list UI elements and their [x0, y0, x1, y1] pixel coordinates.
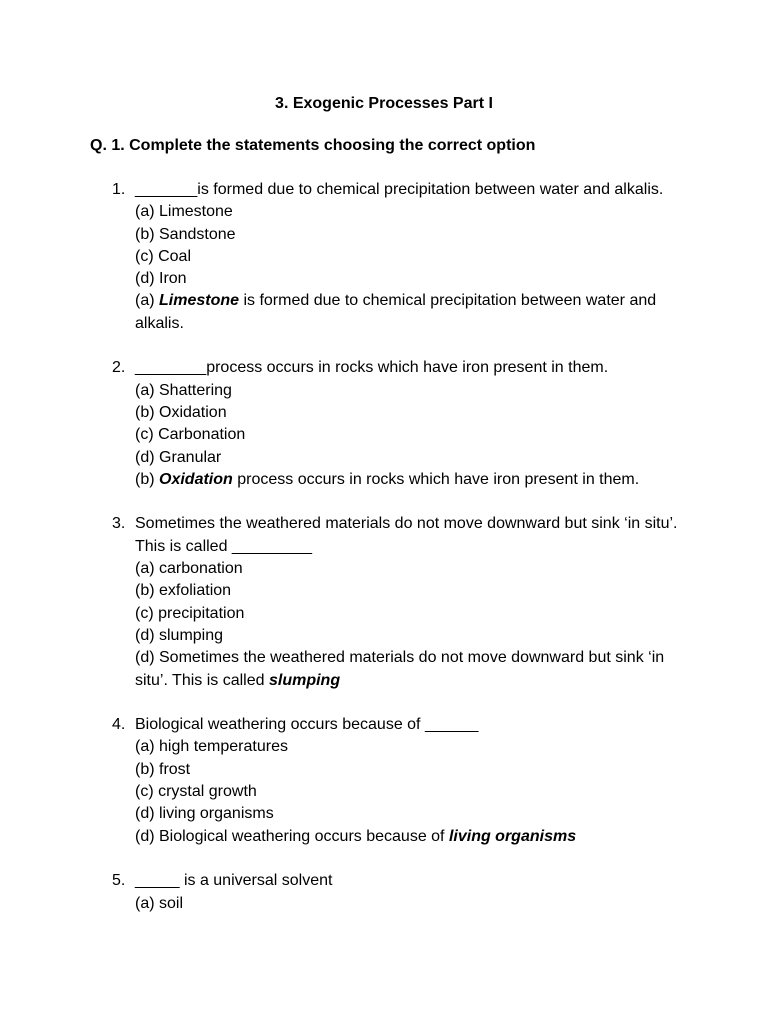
question-number: 4.: [112, 716, 126, 734]
option-text: (b) exfoliation: [135, 582, 232, 600]
answer-suffix: process occurs in rocks which have iron present in them.: [232, 470, 640, 488]
answer-prefix: (d) Sometimes the weathered materials do not move downward but sink ‘in situ’. This is called: [135, 649, 665, 689]
option-text: (d) Iron: [135, 270, 187, 288]
question-text: _____ is a universal solvent: [135, 872, 333, 890]
question-text: Biological weathering occurs because of ______: [135, 716, 479, 734]
question-number: 3.: [112, 515, 126, 533]
answer-text: [135, 290, 688, 335]
question-item: [0, 714, 768, 848]
answer-prefix: (a): [135, 292, 159, 310]
question-text: Sometimes the weathered materials do not move downward but sink ‘in situ’. This is called _________: [135, 515, 678, 555]
answer-keyword: Limestone: [159, 292, 240, 310]
option-text: (b) Oxidation: [135, 403, 227, 421]
question-item: [0, 179, 768, 335]
answer-text: [135, 469, 688, 491]
question-item: [0, 357, 768, 491]
option-text: (d) Granular: [135, 448, 222, 466]
answer-keyword: slumping: [268, 671, 341, 689]
option-text: (c) crystal growth: [135, 783, 257, 801]
answer-keyword: Oxidation: [159, 470, 233, 488]
option-text: (d) living organisms: [135, 805, 274, 823]
option-text: (c) precipitation: [135, 604, 245, 622]
option-text: (a) high temperatures: [135, 738, 288, 756]
answer-keyword: living organisms: [448, 827, 577, 845]
answer-text: [135, 826, 688, 848]
option-text: (c) Carbonation: [135, 426, 246, 444]
section-heading: Q. 1. Complete the statements choosing the correct option: [90, 137, 536, 154]
option-text: (a) carbonation: [135, 560, 243, 578]
option-text: (d) slumping: [135, 626, 224, 644]
question-text: ________process occurs in rocks which have iron present in them.: [135, 359, 609, 377]
option-text: (a) Shattering: [135, 381, 232, 399]
answer-text: [135, 647, 688, 692]
option-text: (b) frost: [135, 760, 191, 778]
page-title: 3. Exogenic Processes Part I: [275, 95, 493, 112]
option-text: (a) soil: [135, 894, 184, 912]
question-list: [0, 179, 768, 937]
question-text: _______is formed due to chemical precipitation between water and alkalis.: [135, 181, 664, 198]
question-number: 1.: [112, 181, 126, 198]
question-number: 5.: [112, 872, 126, 890]
option-text: (b) Sandstone: [135, 225, 236, 243]
answer-prefix: (b): [135, 470, 159, 488]
option-text: (c) Coal: [135, 247, 192, 265]
option-text: (a) Limestone: [135, 203, 233, 221]
question-number: 2.: [112, 359, 126, 377]
question-item: [0, 513, 768, 691]
question-item: [0, 870, 768, 915]
answer-suffix: is formed due to chemical precipitation between water and alkalis.: [135, 292, 657, 332]
answer-prefix: (d) Biological weathering occurs because of: [135, 827, 449, 845]
